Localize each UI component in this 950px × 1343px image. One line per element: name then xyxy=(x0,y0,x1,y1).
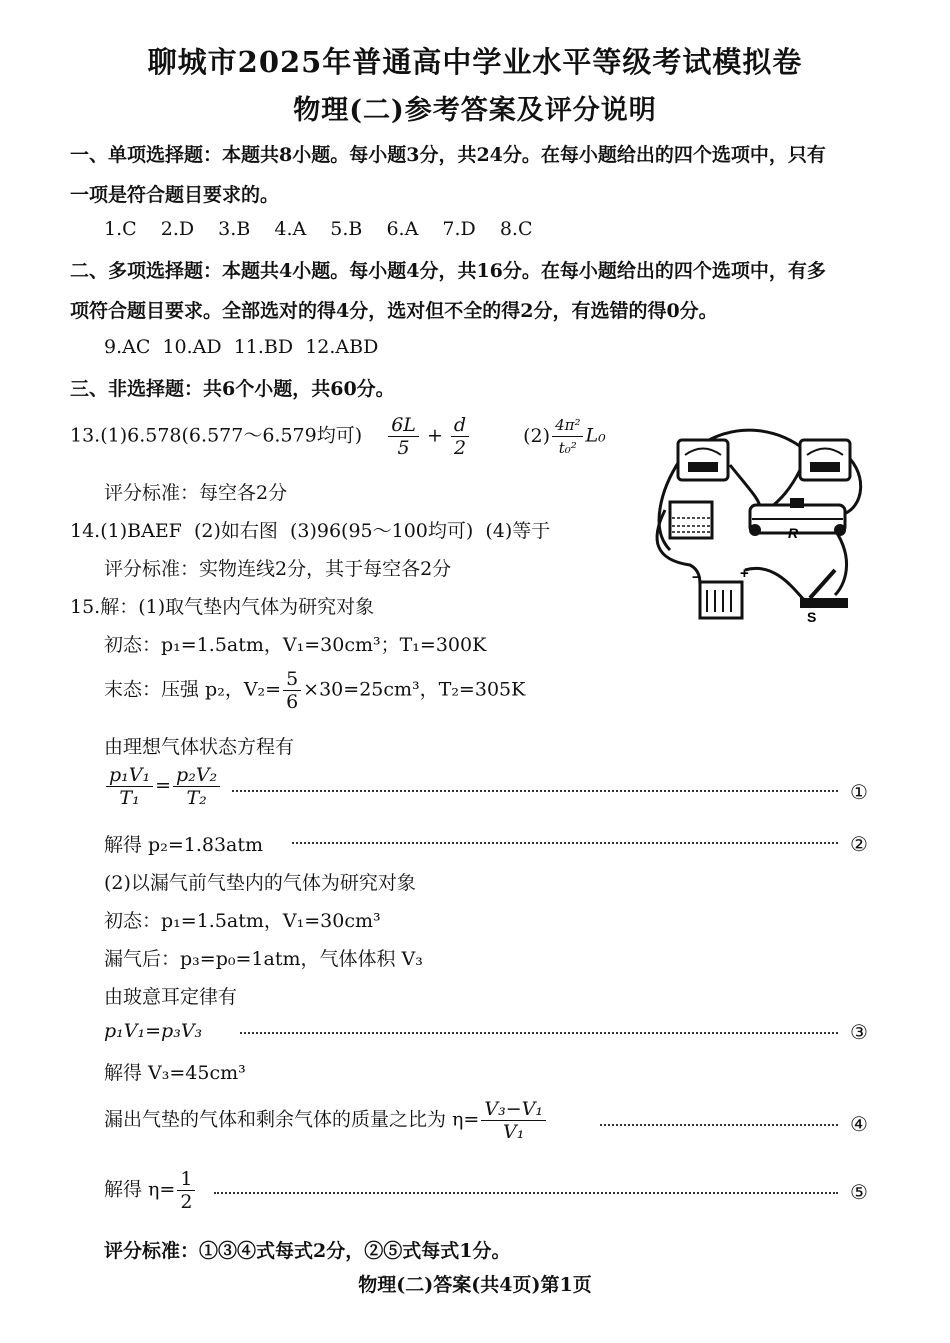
section3-heading: 三、非选择题：共6个小题，共60分。 xyxy=(70,378,395,400)
q15-leader-dots-2 xyxy=(292,842,838,844)
q15-solution-3: 解得 V₃=45cm³ xyxy=(104,1062,246,1084)
section2-heading-line1: 二、多项选择题：本题共4小题。每小题4分，共16分。在每小题给出的四个选项中，有多 xyxy=(70,260,826,282)
q13-fraction-6L-over-5: $\frac{6L}{5}$ xyxy=(388,414,419,459)
q15-ratio-pre: 漏出气垫的气体和剩余气体的质量之比为 η= xyxy=(104,1108,480,1131)
beaker-icon xyxy=(670,502,712,538)
q15-fraction-5-over-6: $\frac{5}{6}$ xyxy=(283,668,301,713)
q15-mark-2: ② xyxy=(850,832,868,856)
page-title: 聊城市2025年普通高中学业水平等级考试模拟卷 xyxy=(147,45,803,79)
q15-eq1-equals: = xyxy=(155,774,172,797)
q15-mass-ratio xyxy=(104,1098,548,1143)
q15-final-pre: 末态：压强 p₂，V₂= xyxy=(104,678,282,701)
q15-equation-3: p₁V₁=p₃V₃ xyxy=(104,1020,203,1042)
section1-heading-line2: 一项是符合题目要求的。 xyxy=(70,184,280,206)
q13-answer xyxy=(70,414,606,459)
q15-sol5-pre: 解得 η= xyxy=(104,1178,176,1201)
q13-grading: 评分标准：每空各2分 xyxy=(104,482,288,504)
q15-equation-1 xyxy=(104,764,222,809)
q15-initial-state-2: 初态：p₁=1.5atm，V₁=30cm³ xyxy=(104,910,381,932)
q15-final-state xyxy=(104,668,525,713)
page-footer: 物理(二)答案(共4页)第1页 xyxy=(358,1274,592,1296)
q13-plus: + xyxy=(426,424,443,447)
section2-heading-line2: 项符合题目要求。全部选对的得4分，选对但不全的得2分，有选错的得0分。 xyxy=(70,300,718,322)
q15-leader-dots-3 xyxy=(240,1032,838,1034)
q15-mark-5: ⑤ xyxy=(850,1180,868,1204)
q15-fraction-1-over-2: $\frac{1}{2}$ xyxy=(177,1168,195,1213)
q13-part2-label: (2) xyxy=(523,424,551,447)
q15-part2-head: (2)以漏气前气垫内的气体为研究对象 xyxy=(104,872,416,894)
circuit-diagram xyxy=(640,410,880,625)
voltmeter-icon xyxy=(678,440,728,480)
q15-eq1-right: $\frac{\text{p₂V₂}}{\text{T₂}}$ xyxy=(173,764,220,809)
q15-eq1-left: $\frac{\text{p₁V₁}}{\text{T₁}}$ xyxy=(106,764,153,809)
q14-grading: 评分标准：实物连线2分，其于每空各2分 xyxy=(104,558,452,580)
rheostat-label: R xyxy=(788,525,799,541)
q13-fraction-d-over-2: $\frac{d}{2}$ xyxy=(451,414,469,459)
q15-boyle-law-intro: 由玻意耳定律有 xyxy=(104,986,238,1008)
q15-leader-dots-5 xyxy=(214,1192,838,1194)
section2-answers: 9.AC 10.AD 11.BD 12.ABD xyxy=(104,336,379,358)
q15-leader-dots-4 xyxy=(600,1124,838,1126)
q13-part1: 13.(1)6.578(6.577～6.579均可) xyxy=(70,424,363,447)
q15-leader-dots-1 xyxy=(232,790,838,792)
q15-initial-state-1: 初态：p₁=1.5atm，V₁=30cm³；T₁=300K xyxy=(104,634,487,656)
section1-answers: 1.C 2.D 3.B 4.A 5.B 6.A 7.D 8.C xyxy=(104,218,533,240)
q15-solution-1: 解得 p₂=1.83atm xyxy=(104,834,264,856)
q15-grading: 评分标准：①③④式每式2分，②⑤式每式1分。 xyxy=(104,1240,511,1262)
q15-ideal-gas-law-intro: 由理想气体状态方程有 xyxy=(104,736,295,758)
q15-ratio-fraction: $\frac{\text{V₃−V₁}}{\text{V₁}}$ xyxy=(481,1098,546,1143)
q15-head: 15.解：(1)取气垫内气体为研究对象 xyxy=(70,596,375,618)
q15-after-leak: 漏气后：p₃=p₀=1atm，气体体积 V₃ xyxy=(104,948,423,970)
q14-answer: 14.(1)BAEF (2)如右图 (3)96(95～100均可) (4)等于 xyxy=(70,520,551,542)
page-subtitle: 物理(二)参考答案及评分说明 xyxy=(293,95,657,126)
q15-final-post: ×30=25cm³，T₂=305K xyxy=(303,678,526,701)
switch-label: S xyxy=(807,609,817,625)
q15-mark-4: ④ xyxy=(850,1112,868,1136)
ammeter-icon xyxy=(800,440,850,480)
q15-mark-3: ③ xyxy=(850,1020,868,1044)
q15-solution-5 xyxy=(104,1168,197,1213)
battery-plus-label: + xyxy=(740,565,749,582)
section1-heading-line1: 一、单项选择题：本题共8小题。每小题3分，共24分。在每小题给出的四个选项中，只有 xyxy=(70,144,826,166)
q13-fraction-4pi2-over-t02: $\frac{\text{4π²}}{\text{t₀²}}$ xyxy=(552,414,583,459)
q13-part2-tail: L₀ xyxy=(585,424,606,447)
battery-minus-label: − xyxy=(692,569,701,586)
q15-mark-1: ① xyxy=(850,780,868,804)
battery-icon xyxy=(700,582,742,618)
